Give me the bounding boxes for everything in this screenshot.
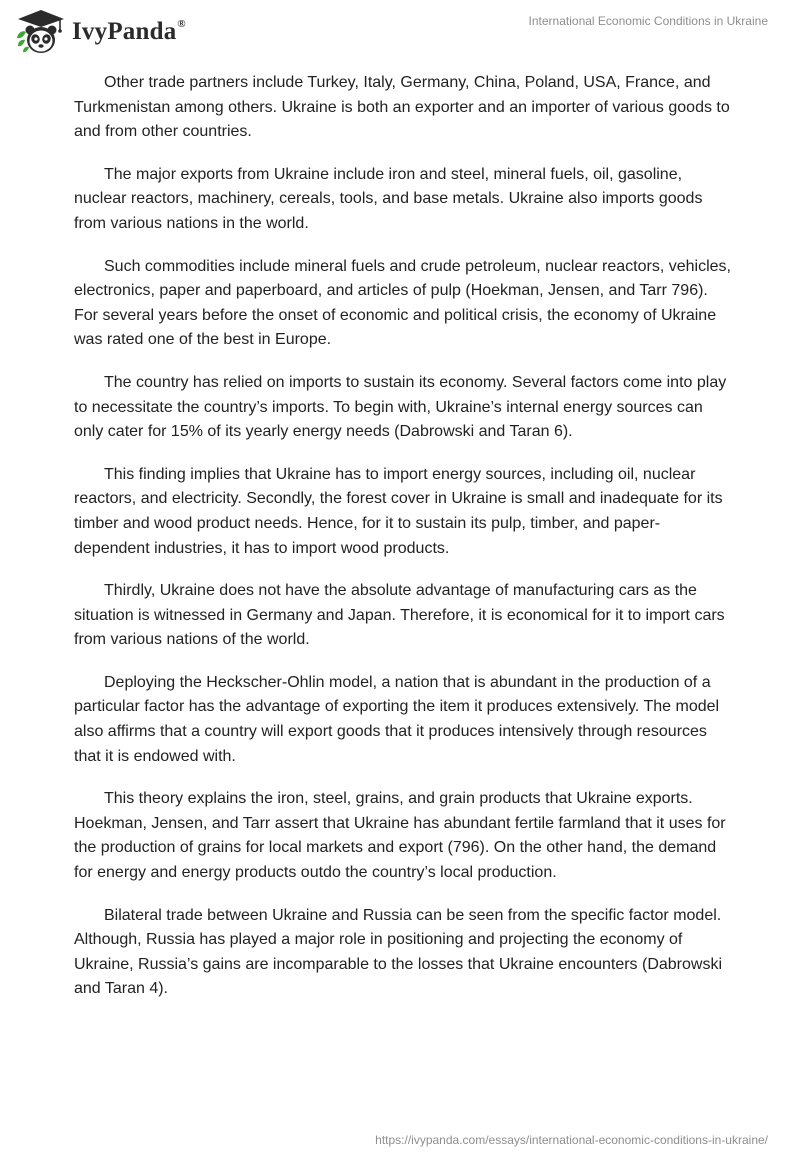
essay-body — [74, 71, 734, 1020]
document-title: International Economic Conditions in Ukraine — [528, 14, 768, 28]
brand-name — [72, 18, 186, 46]
ivypanda-logo[interactable] — [14, 8, 186, 56]
paragraph-1: Other trade partners include Turkey, Italy, Germany, China, Poland, USA, France, and Turkmenistan among others. Ukraine is both an exporter and an importer of various goods to and from other countries. — [74, 74, 730, 141]
paragraph-7: Deploying the Heckscher-Ohlin model, a nation that is abundant in the production of a particular factor has the advantage of exporting the item it produces extensively. The model also affirms that a country will export goods that it produces intensively through resources that it is endowed with. — [74, 673, 720, 765]
paragraph-4: The country has relied on imports to sustain its economy. Several factors come into play to necessitate the country’s imports. To begin with, Ukraine’s internal energy sources can only cater for 15% of its yearly energy needs (Dabrowski and Taran 6). — [74, 373, 727, 441]
paragraph-8: This theory explains the iron, steel, grains, and grain products that Ukraine exports. Hoekman, Jensen, and Tarr assert that Ukraine has abundant fertile farmland that it uses for the production of grains for local markets and export (796). On the other hand, the demand for energy and energy products outdo the country’s local production. — [74, 790, 726, 882]
paragraph-6: Thirdly, Ukraine does not have the absolute advantage of manufacturing cars as the situation is witnessed in Germany and Japan. Therefore, it is economical for it to import cars from various nations of the world. — [74, 582, 725, 649]
panda-graduate-icon — [14, 8, 68, 56]
paragraph-2: The major exports from Ukraine include iron and steel, mineral fuels, oil, gasoline, nuclear reactors, machinery, cereals, tools, and base metals. Ukraine also imports goods from various nations in the world. — [74, 165, 703, 232]
paragraph-3: Such commodities include mineral fuels and crude petroleum, nuclear reactors, vehicles, electronics, paper and paperboard, and articles of pulp (Hoekman, Jensen, and Tarr 796). For several years before the onset of economic and political crisis, the economy of Ukraine was rated one of the best in Europe. — [74, 257, 731, 349]
registered-mark: ® — [177, 17, 186, 30]
paragraph-9: Bilateral trade between Ukraine and Russia can be seen from the specific factor model. Although, Russia has played a major role in positioning and projecting the economy of Ukraine, Russia’s gains are incomparable to the losses that Ukraine encounters (Dabrowski and Taran 4). — [74, 906, 723, 998]
page-header — [0, 0, 800, 60]
brand-text: IvyPanda — [72, 18, 177, 45]
paragraph-5: This finding implies that Ukraine has to import energy sources, including oil, nuclear reactors, and electricity. Secondly, the forest cover in Ukraine is small and inadequate for its timber and wood product needs. Hence, for it to sustain its pulp, timber, and paper-dependent industries, it has to import wood products. — [74, 465, 723, 557]
source-url-link[interactable]: https://ivypanda.com/essays/international-economic-conditions-in-ukraine/ — [375, 1133, 768, 1147]
